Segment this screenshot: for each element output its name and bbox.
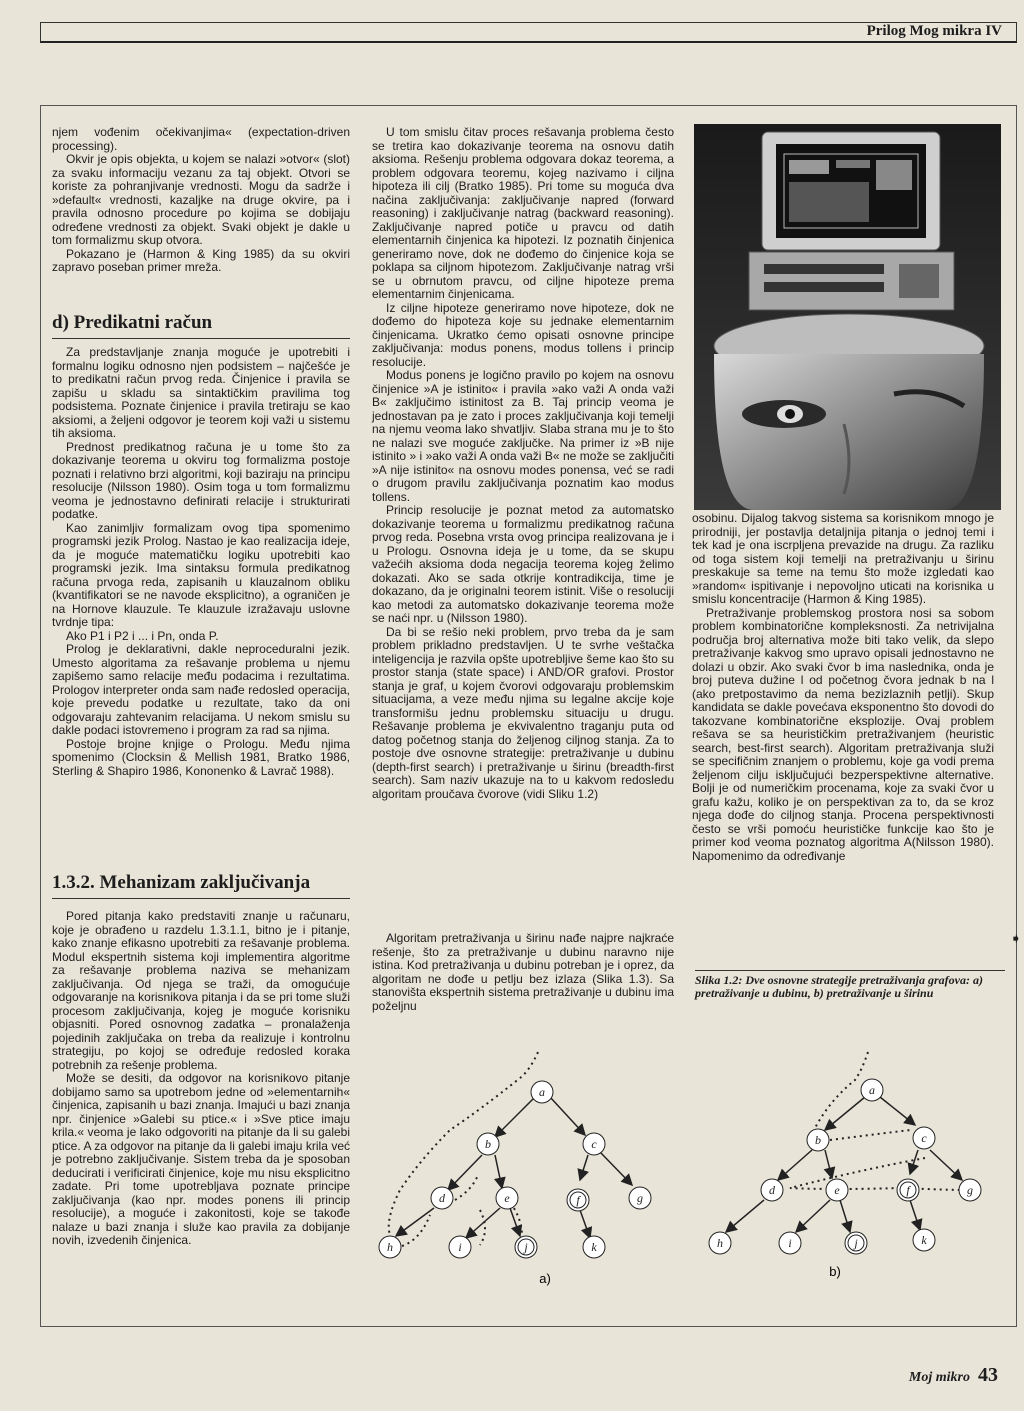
svg-text:e: e bbox=[504, 1191, 510, 1205]
paragraph: Pretraživanje problemskog prostora nosi sa sobom problem kombinatorične kompleksnosti. Za netrivijalna područja broj alternativa može biti tako velik, da slepo pretraživanje kakvog smo upravo opisali jednostavno ne dolazi u obzir. Ako svaki čvor b ima naslednika, onda je broj puteva dužine l od početnog čvora jednak b na l (ako pretpostavimo da nema bezizlaznih petlji). Skup kandidata se dakle povećava eksponentno što dovodi do takozvane kombinatorične eksplozije. Ovaj problem rešava se sa heurističkim pretraživanjem (heuristic search, best-first search). Algoritam pretraživanja služi se specifičnim znanjem o problemu, koje ga vodi prema željenom cilju isključujući bezperspektivne alternative. Bolji je od numeričkim procenama, koje za svaki čvor u grafu kažu, koliko je on perspektivan za to, da se kroz njega dođe do ciljnog stanja. Procena perspektivnosti često se vrši pomoću heurističke funkcije kao što je primer kod veoma poznatog algoritma A(Nilsson 1980). Napomenimo da određivanje bbox=[692, 605, 994, 863]
paragraph: osobinu. Dijalog takvog sistema sa korisnikom mnogo je prirodniji, jer postavlja detaljnija pitanja o jednoj temi i tek kad je ona iscrpljena prevazide na drugu. Za razliku od toga sistem koji temelji na pretraživanju u širinu preskakuje sa teme na temu što može izgledati kao »random« ispitivanje i nepovoljno uticati na korisnika u smislu koncentracije (Harmon & King 1985). bbox=[692, 511, 994, 606]
svg-text:f: f bbox=[906, 1183, 910, 1197]
paragraph: Postoje brojne knjige o Prologu. Među njima spomenimo (Clocksin & Mellish 1981, Bratko 1986, Sterling & Shapiro 1986, Kononenko & Lavrač 1988). bbox=[52, 736, 350, 778]
column-2-top bbox=[372, 126, 674, 801]
svg-text:a: a bbox=[869, 1083, 875, 1097]
paragraph: Za predstavljanje znanja moguće je upotrebiti i formalnu logiku odnosno njen podsistem – najčešće je to predikatni račun prvog reda. Činjenice i pravila se zapišu u skladu sa sintaktičkim pravilima tog podsistema. Poznate činjenice i pravila tretiraju se kao aksiomi, a željeni odgovor je teorem koji važi u sistemu tih aksioma. bbox=[52, 345, 350, 440]
paragraph: Pored pitanja kako predstaviti znanje u računaru, koje je obrađeno u razdelu 1.3.1.1, bitno je i pitanje, kako znanje efikasno upotrebiti za rešavanje problema. Modul ekspertnih sistema koji implementira algoritme za rešavanje problema naziva se mehanizam zaključivanja. Od njega se traži, da omogućuje odgovaranje na korisnikova pitanja i da se pri tome služi procesom zaključivanja, kojeg je moguće korisniku objasniti. Pored osnovnog zadatka – pronalaženja pojedinih zaključaka on treba da realizuje i kontrolnu strategiju, po kojoj se određuje redosled koraka potrebnih za rešenje problema. bbox=[52, 909, 350, 1072]
svg-text:d: d bbox=[439, 1191, 445, 1205]
tree-b bbox=[709, 1052, 981, 1279]
paragraph: Pokazano je (Harmon & King 1985) da su okviri zapravo poseban primer mreža. bbox=[52, 246, 350, 274]
svg-text:h: h bbox=[717, 1236, 723, 1250]
page-footer bbox=[909, 1364, 998, 1387]
diagram-label-b: b) bbox=[829, 1264, 841, 1279]
paragraph: U tom smislu čitav proces rešavanja problema često se tretira kao dokazivanje teorema na osnovu datih aksioma. Rešenju problema odgovara dokaz teorema, a problem odgovara teoremu, kojeg nazivamo i ciljna hipoteza ili cilj (Bratko 1985). Pri tome su moguća dva načina zaključivanja: zaključivanje napred (forward reasoning) i zaključivanje natrag (backward reasoning). Zaključivanje napred potiče u pravcu od datih elementarnih činjenica ka hipotezi. Iz poznatih činjenica generiramo nove, dok ne dođemo do činjenice koja se poklapa sa ciljnom hipotezom. Zaključivanje natrag vrši se u obrnutom pravcu, od ciljne hipoteze prema elementarnim činjenicama. bbox=[372, 125, 674, 301]
column-1-top bbox=[52, 126, 350, 275]
figure-caption: Slika 1.2: Dve osnovne strategije pretraživanja grafova: a) pretraživanje u dubinu, b) pretraživanje u širinu bbox=[695, 970, 1005, 1000]
paragraph: Prolog je deklarativni, dakle neproceduralni jezik. Umesto algoritama za rešavanje problema u njemu zapišemo samo relacije među podacima i rezultatima. Prologov interpreter onda sam nađe redosled operacija, koje prevedu podatke u rezultate, tako da oni odgovaraju zahtevanim relacijama. U nekom smislu su dakle podaci istovremeno i program za rad sa njima. bbox=[52, 642, 350, 737]
search-strategy-diagram bbox=[360, 1040, 1000, 1310]
paragraph: Ako P1 i P2 i ... i Pn, onda P. bbox=[66, 628, 219, 643]
svg-text:k: k bbox=[591, 1240, 597, 1254]
svg-text:i: i bbox=[788, 1236, 792, 1250]
tree-a bbox=[379, 1052, 651, 1286]
column-1-bottom bbox=[52, 910, 350, 1248]
footer-magazine: Moj mikro bbox=[908, 1370, 970, 1385]
svg-text:c: c bbox=[591, 1137, 597, 1151]
page-header-title: Prilog Mog mikra IV bbox=[859, 23, 1002, 40]
paragraph: Prednost predikatnog računa je u tome što za dokazivanje teorema u okviru tog formalizma postoje poznati i relativno brzi algoritmi, koji baziraju na principu resolucije (Nilsson 1980). Osim toga u tom formalizmu veoma je jednostavno definirati relacije i strukturirati podatke. bbox=[52, 439, 350, 521]
paragraph: Princip resolucije je poznat metod za automatsko dokazivanje teorema u formalizmu predikatnog računa prvog reda. Posebna vrsta ovog principa realizovana je i u Prologu. Osnovna ideja je u tome, da se skupu važećih aksioma doda negacija teorema kojeg želimo dokazati. Ako se sada otkrije kontradikcija, time je dokazano, da je originalni teorem istinit. Više o resoluciji kao metodi za automatsko dokazivanje teorema može se naći npr. u (Nilsson 1980). bbox=[372, 503, 674, 625]
svg-text:d: d bbox=[769, 1183, 775, 1197]
svg-text:b: b bbox=[815, 1133, 821, 1147]
svg-text:j: j bbox=[524, 1240, 528, 1254]
svg-text:f: f bbox=[576, 1193, 580, 1207]
header-rule bbox=[40, 22, 1017, 43]
continue-arrow-icon: ➧ bbox=[1010, 930, 1022, 946]
paragraph: Modus ponens je logično pravilo po kojem na osnovu činjenice »A je istinito« i pravila »ako važi A onda važi B« zaključimo istinitost za B. Taj princip veoma je jednostavan pa je zato i proces zaključivanja koji temelji na njemu veoma lako shvatljiv. Slaba strana mu je to što ne nalazi sve moguće zaključke. Na primer iz »B nije istinito » i »ako važi A onda važi B« ne može se zaključiti »A nije istinito« na osnovu modes ponensa, već se radi o drugom pravilu zaključivanja poznatim kao modus tollens. bbox=[372, 368, 674, 504]
paragraph: Algoritam pretraživanja u širinu nađe najpre najkraće rešenje, što za pretraživanje u dubinu naravno nije istina. Kod pretraživanja u dubinu potreban je i oprez, da algoritam ne dođe u petlju bez izlaza (Slika 1.3). Sa stanovišta ekspertnih sistema pretraživanje u dubinu ima poželjnu bbox=[372, 931, 674, 1013]
svg-text:i: i bbox=[458, 1240, 462, 1254]
svg-text:c: c bbox=[921, 1131, 927, 1145]
svg-text:j: j bbox=[854, 1236, 858, 1250]
section-heading-predikatni: d) Predikatni račun bbox=[52, 312, 350, 339]
photo-illustration bbox=[694, 124, 1001, 510]
paragraph: Iz ciljne hipoteze generiramo nove hipoteze, dok ne dođemo do hipoteza koje su jednake elementarnim činjenicama. Ukratko ćemo opisati osnovne principe zaključivanja: modus ponens, modus tollens i princip resolucije. bbox=[372, 300, 674, 369]
paragraph: Može se desiti, da odgovor na korisnikovo pitanje dobijamo samo sa upotrebom jedne od »elementarnih« činjenica, zapisanih u bazi znanja. Imajući u bazi znanja npr. činjenice »Galebi su ptice.« i »Sve ptice imaju krila.« veoma je lako odgovoriti na pitanje da li su galebi ptice. A za odgovor na pitanje da li galebi imaju krila već je potrebno zaključivanje. Sistem treba da je sposoban deducirati i verificirati činjenice, koje mu nisu eksplicitno zadate. Pri tome upotrebljava poznate principe zaključivanja (kao npr. modes ponens ili princip resolucije), a moguće i zakonitosti, koje se takođe nalaze u bazi znanja i služe kao pravila za dobijanje novih, izvedenih činjenica. bbox=[52, 1071, 350, 1247]
svg-text:g: g bbox=[637, 1191, 643, 1205]
paragraph: Da bi se rešio neki problem, prvo treba da je sam problem prikladno predstavljen. U te svrhe veštačka inteligencija je razvila opšte upotrebljive šeme kao što su prostor stanja (state space) i AND/OR grafovi. Prostor stanja je graf, u kojem čvorovi odgovaraju problemskim situacijama, a veze među njima su legalne akcije koje transformišu jednu problemsku situaciju u drugu. Rešavanje problema je ekvivalentno traganju puta od datog početnog stanja do željenog ciljnog stanja. Za to postoje dve osnovne strategije: pretraživanje u dubinu (depth-first search) i pretraživanje u širinu (breadth-first search). Sam naziv ukazuje na to u kakvom redosledu algoritam proučava čvorove (vidi Sliku 1.2) bbox=[372, 624, 674, 801]
paragraph: Kao zanimljiv formalizam ovog tipa spomenimo programski jezik Prolog. Nastao je kao realizacija ideje, da je moguće matematičku logiku upotrebiti kao programski jezik. Ima sintaksu formula predikatnog računa prvoga reda, zapisanih u klauzalnom obliku (kvantifikatori se ne navode eksplicitno), a ograničen je na Hornove klauzule. Te klauzule izražavaju uslovne tvrdnje tipa: bbox=[52, 520, 350, 629]
svg-text:h: h bbox=[387, 1240, 393, 1254]
svg-text:b: b bbox=[485, 1137, 491, 1151]
column-2-bottom bbox=[372, 932, 674, 1013]
computer-head-photo bbox=[694, 124, 1001, 510]
column-1-middle bbox=[52, 346, 350, 778]
column-3 bbox=[692, 512, 994, 863]
paragraph: Okvir je opis objekta, u kojem se nalazi »otvor« (slot) za svaku informaciju vezanu za taj objekt. Otvori se koriste za pohranjivanje vrednosti. Mogu da sadrže i »default« vrednosti, kazaljke na druge okvire, pa i pravila odnosno procedure po kojima se dobijaju određene vrednosti za objekt. Svaki objekt je dakle u tom formalizmu skup otvora. bbox=[52, 152, 350, 247]
page-number: 43 bbox=[978, 1364, 998, 1386]
svg-text:a: a bbox=[539, 1085, 545, 1099]
svg-text:e: e bbox=[834, 1183, 840, 1197]
svg-text:g: g bbox=[967, 1183, 973, 1197]
svg-text:k: k bbox=[921, 1233, 927, 1247]
section-heading-mehanizam: 1.3.2. Mehanizam zaključivanja bbox=[52, 872, 350, 899]
diagram-label-a: a) bbox=[539, 1271, 551, 1286]
paragraph: njem vođenim očekivanjima« (expectation-driven processing). bbox=[52, 125, 350, 153]
